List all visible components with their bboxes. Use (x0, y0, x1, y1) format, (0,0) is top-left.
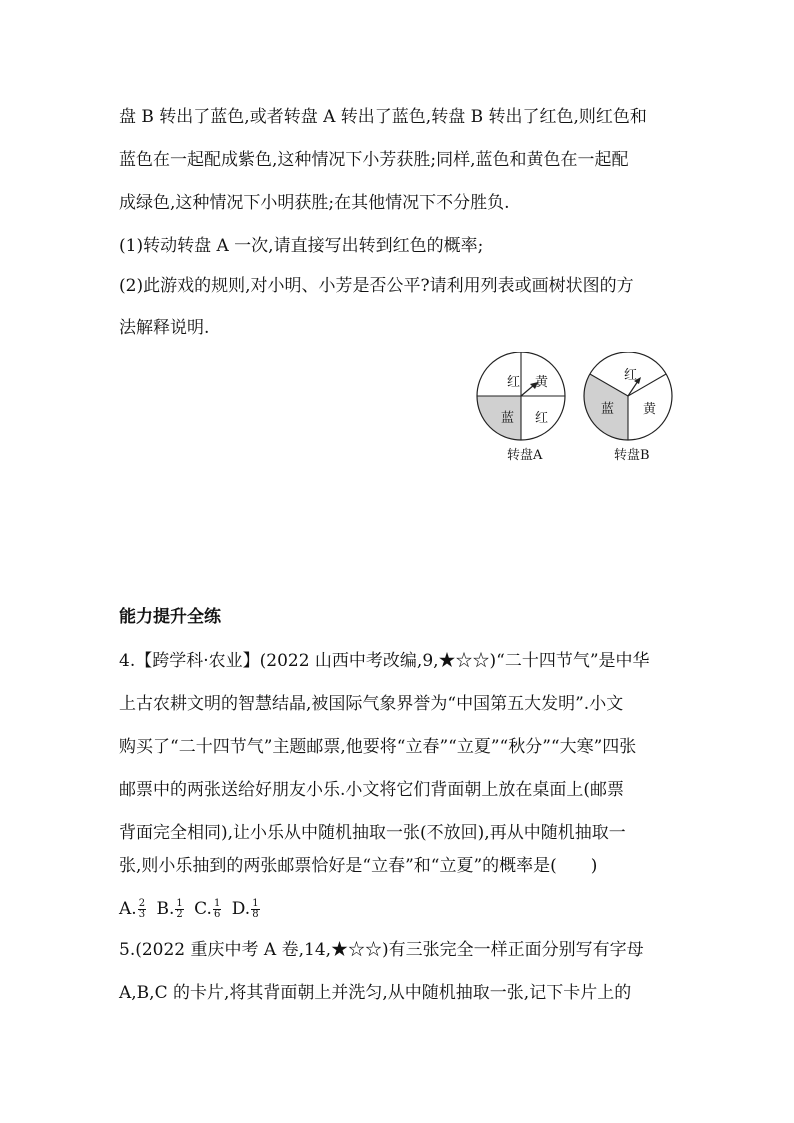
spinner-a-label-red-bottom: 红 (535, 411, 549, 426)
spinner-a-label-blue: 蓝 (501, 411, 515, 426)
spinner-b-caption: 转盘B (614, 448, 650, 463)
spinner-b-wheel (584, 352, 672, 440)
spinner-a-label-yellow: 黄 (535, 375, 549, 390)
spinner-a-caption: 转盘A (507, 448, 543, 463)
option-d-fraction: $\frac{1}{8}$ (252, 898, 259, 920)
spinner-b-label-yellow: 黄 (643, 402, 657, 417)
spinner-a-label-red-top: 红 (507, 375, 521, 390)
spinner-b-label-red: 红 (624, 368, 638, 383)
problem-4-options (119, 897, 265, 921)
option-a-fraction: $\frac{2}{3}$ (138, 898, 146, 920)
spinner-b-label-blue: 蓝 (601, 402, 615, 417)
intro-line-1: 盘 B 转出了蓝色,或者转盘 A 转出了蓝色,转盘 B 转出了红色,则红色和 (119, 107, 647, 127)
problem-4-line-5: 背面完全相同),让小乐从中随机抽取一张(不放回),再从中随机抽取一 (119, 823, 626, 843)
problem-4-line-3: 购买了“二十四节气”主题邮票,他要将“立春”“立夏”“秋分”“大寒”四张 (119, 737, 637, 757)
problem-4-line-1: 4.【跨学科·农业】(2022 山西中考改编,9,★☆☆)“二十四节气”是中华 (119, 651, 650, 671)
problem-4-line-2: 上古农耕文明的智慧结晶,被国际气象界誉为“中国第五大发明”.小文 (119, 694, 624, 714)
option-d: D. $\frac{1}{8}$ (231, 898, 259, 920)
option-b-fraction: $\frac{1}{2}$ (176, 898, 183, 920)
problem-5-line-1: 5.(2022 重庆中考 A 卷,14,★☆☆)有三张完全一样正面分别写有字母 (119, 940, 644, 960)
option-c: C. $\frac{1}{6}$ (194, 898, 221, 920)
question-2: (2)此游戏的规则,对小明、小芳是否公平?请利用列表或画树状图的方 (119, 276, 634, 296)
spinner-a-wheel (477, 352, 565, 440)
question-2-continued: 法解释说明. (119, 318, 210, 338)
problem-5-line-2: A,B,C 的卡片,将其背面朝上并洗匀,从中随机抽取一张,记下卡片上的 (119, 983, 632, 1003)
section-title: 能力提升全练 (119, 607, 221, 627)
option-b: B. $\frac{1}{2}$ (156, 898, 183, 920)
problem-4-line-4: 邮票中的两张送给好朋友小乐.小文将它们背面朝上放在桌面上(邮票 (119, 780, 625, 800)
intro-line-2: 蓝色在一起配成紫色,这种情况下小芳获胜;同样,蓝色和黄色在一起配 (119, 150, 629, 170)
option-c-fraction: $\frac{1}{6}$ (213, 898, 221, 920)
option-a: A. $\frac{2}{3}$ (119, 898, 146, 920)
spinner-a-blue-fill (477, 396, 521, 440)
question-1: (1)转动转盘 A 一次,请直接写出转到红色的概率; (119, 236, 484, 256)
spinner-figure-canvas (470, 352, 680, 444)
spinner-b-arrow-shaft (628, 381, 638, 396)
problem-4-line-6: 张,则小乐抽到的两张邮票恰好是“立春”和“立夏”的概率是( ) (119, 856, 598, 876)
intro-line-3: 成绿色,这种情况下小明获胜;在其他情况下不分胜负. (119, 193, 510, 213)
spinner-a-arrow-shaft (521, 385, 534, 396)
